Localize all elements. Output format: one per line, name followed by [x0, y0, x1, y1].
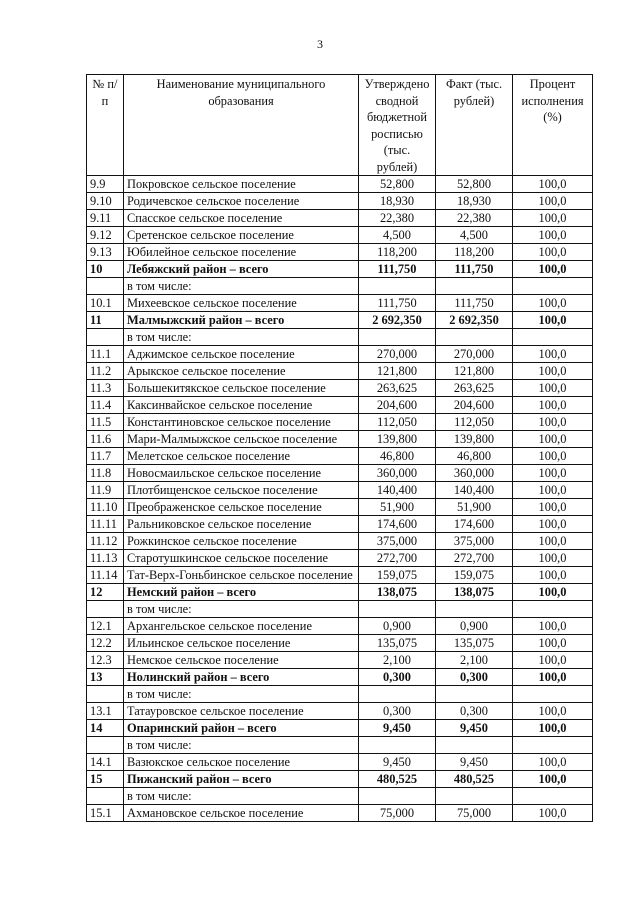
row-fact: 174,600: [436, 516, 513, 533]
row-percent: 100,0: [513, 227, 593, 244]
row-name: Новосмаильское сельское поселение: [124, 465, 359, 482]
row-number: 15.1: [87, 805, 124, 822]
table-row: [87, 363, 593, 380]
table-row: [87, 431, 593, 448]
row-percent: 100,0: [513, 703, 593, 720]
row-fact: 480,525: [436, 771, 513, 788]
table-row-total: [87, 312, 593, 329]
row-fact: 135,075: [436, 635, 513, 652]
row-percent: 100,0: [513, 448, 593, 465]
table-row: [87, 346, 593, 363]
row-percent: 100,0: [513, 244, 593, 261]
row-name: Старотушкинское сельское поселение: [124, 550, 359, 567]
row-number: 14: [87, 720, 124, 737]
row-percent: 100,0: [513, 771, 593, 788]
row-percent: [513, 788, 593, 805]
row-number: [87, 601, 124, 618]
row-number: [87, 278, 124, 295]
row-name: в том числе:: [124, 278, 359, 295]
row-name: Немское сельское поселение: [124, 652, 359, 669]
table-header-row: [87, 75, 593, 176]
row-fact: [436, 329, 513, 346]
header-name: Наименование муниципального образования: [124, 75, 359, 176]
row-name: Опаринский район – всего: [124, 720, 359, 737]
row-fact: 2,100: [436, 652, 513, 669]
table-row: [87, 567, 593, 584]
row-number: 9.11: [87, 210, 124, 227]
row-fact: 360,000: [436, 465, 513, 482]
row-name: Арыкское сельское поселение: [124, 363, 359, 380]
row-approved: 2 692,350: [359, 312, 436, 329]
row-fact: 46,800: [436, 448, 513, 465]
row-approved: 51,900: [359, 499, 436, 516]
row-percent: [513, 329, 593, 346]
row-approved: [359, 737, 436, 754]
row-approved: 272,700: [359, 550, 436, 567]
table-row: [87, 805, 593, 822]
row-name: Михеевское сельское поселение: [124, 295, 359, 312]
table-row: [87, 601, 593, 618]
row-percent: 100,0: [513, 550, 593, 567]
table-row: [87, 533, 593, 550]
row-number: 10: [87, 261, 124, 278]
row-approved: 22,380: [359, 210, 436, 227]
row-number: 11.2: [87, 363, 124, 380]
table-row-total: [87, 669, 593, 686]
row-approved: 4,500: [359, 227, 436, 244]
row-name: Юбилейное сельское поселение: [124, 244, 359, 261]
page-number: 3: [317, 37, 323, 51]
row-percent: 100,0: [513, 482, 593, 499]
row-fact: 9,450: [436, 754, 513, 771]
row-name: Пижанский район – всего: [124, 771, 359, 788]
row-fact: [436, 278, 513, 295]
row-percent: [513, 686, 593, 703]
table-row: [87, 278, 593, 295]
row-number: 11.10: [87, 499, 124, 516]
row-number: 11.7: [87, 448, 124, 465]
row-fact: [436, 601, 513, 618]
row-number: [87, 788, 124, 805]
row-name: Мари-Малмыжское сельское поселение: [124, 431, 359, 448]
row-number: 11.13: [87, 550, 124, 567]
row-percent: 100,0: [513, 465, 593, 482]
row-percent: 100,0: [513, 805, 593, 822]
row-name: Большекитякское сельское поселение: [124, 380, 359, 397]
row-name: Вазюкское сельское поселение: [124, 754, 359, 771]
row-fact: 0,900: [436, 618, 513, 635]
row-number: 11.4: [87, 397, 124, 414]
row-percent: 100,0: [513, 380, 593, 397]
row-percent: [513, 601, 593, 618]
row-percent: 100,0: [513, 363, 593, 380]
row-approved: 118,200: [359, 244, 436, 261]
row-number: 11.8: [87, 465, 124, 482]
row-percent: 100,0: [513, 397, 593, 414]
row-fact: 138,075: [436, 584, 513, 601]
row-name: Покровское сельское поселение: [124, 176, 359, 193]
row-number: 9.13: [87, 244, 124, 261]
row-name: Мелетское сельское поселение: [124, 448, 359, 465]
row-name: Ральниковское сельское поселение: [124, 516, 359, 533]
row-number: 13: [87, 669, 124, 686]
row-fact: 159,075: [436, 567, 513, 584]
row-approved: 360,000: [359, 465, 436, 482]
table-row: [87, 550, 593, 567]
row-approved: [359, 278, 436, 295]
table-row: [87, 176, 593, 193]
row-approved: 9,450: [359, 720, 436, 737]
table-row: [87, 448, 593, 465]
row-fact: 121,800: [436, 363, 513, 380]
table-row: [87, 210, 593, 227]
row-number: [87, 329, 124, 346]
row-number: 12.3: [87, 652, 124, 669]
row-number: 11.5: [87, 414, 124, 431]
row-name: Архангельское сельское поселение: [124, 618, 359, 635]
row-name: Малмыжский район – всего: [124, 312, 359, 329]
table-row: [87, 329, 593, 346]
row-fact: 111,750: [436, 261, 513, 278]
row-name: Преображенское сельское поселение: [124, 499, 359, 516]
row-name: Константиновское сельское поселение: [124, 414, 359, 431]
row-approved: 263,625: [359, 380, 436, 397]
table-row-total: [87, 720, 593, 737]
row-percent: 100,0: [513, 210, 593, 227]
row-fact: 18,930: [436, 193, 513, 210]
row-fact: 375,000: [436, 533, 513, 550]
row-approved: 9,450: [359, 754, 436, 771]
row-fact: 270,000: [436, 346, 513, 363]
table-row: [87, 193, 593, 210]
row-number: 12.1: [87, 618, 124, 635]
row-approved: 2,100: [359, 652, 436, 669]
table-row: [87, 788, 593, 805]
row-percent: 100,0: [513, 176, 593, 193]
table-row: [87, 652, 593, 669]
row-approved: 52,800: [359, 176, 436, 193]
row-approved: [359, 329, 436, 346]
row-percent: 100,0: [513, 720, 593, 737]
row-percent: 100,0: [513, 499, 593, 516]
table-row: [87, 686, 593, 703]
row-approved: 480,525: [359, 771, 436, 788]
header-approved: Утверждено сводной бюджетной росписью (тыс. рублей): [359, 75, 436, 176]
row-fact: 52,800: [436, 176, 513, 193]
row-approved: 204,600: [359, 397, 436, 414]
row-fact: 9,450: [436, 720, 513, 737]
row-approved: 46,800: [359, 448, 436, 465]
table-row: [87, 227, 593, 244]
row-number: 9.12: [87, 227, 124, 244]
row-name: Нолинский район – всего: [124, 669, 359, 686]
row-approved: 375,000: [359, 533, 436, 550]
row-percent: 100,0: [513, 618, 593, 635]
row-number: [87, 686, 124, 703]
row-number: 12: [87, 584, 124, 601]
table-row: [87, 397, 593, 414]
row-approved: 135,075: [359, 635, 436, 652]
table-row-total: [87, 261, 593, 278]
row-percent: 100,0: [513, 431, 593, 448]
row-fact: 22,380: [436, 210, 513, 227]
row-approved: 139,800: [359, 431, 436, 448]
row-number: [87, 737, 124, 754]
table-row: [87, 414, 593, 431]
row-name: Родичевское сельское поселение: [124, 193, 359, 210]
row-name: Сретенское сельское поселение: [124, 227, 359, 244]
row-number: 14.1: [87, 754, 124, 771]
row-percent: 100,0: [513, 414, 593, 431]
row-name: Татауровское сельское поселение: [124, 703, 359, 720]
row-number: 10.1: [87, 295, 124, 312]
row-name: Немский район – всего: [124, 584, 359, 601]
row-approved: 270,000: [359, 346, 436, 363]
row-fact: 112,050: [436, 414, 513, 431]
table-row-total: [87, 584, 593, 601]
row-approved: 0,300: [359, 669, 436, 686]
row-name: Рожкинское сельское поселение: [124, 533, 359, 550]
row-percent: 100,0: [513, 754, 593, 771]
table-row-total: [87, 771, 593, 788]
row-name: в том числе:: [124, 329, 359, 346]
row-approved: 0,300: [359, 703, 436, 720]
row-approved: 140,400: [359, 482, 436, 499]
row-percent: 100,0: [513, 312, 593, 329]
header-num: № п/п: [87, 75, 124, 176]
row-fact: 139,800: [436, 431, 513, 448]
row-name: Каксинвайское сельское поселение: [124, 397, 359, 414]
row-fact: 140,400: [436, 482, 513, 499]
row-approved: [359, 686, 436, 703]
row-percent: 100,0: [513, 516, 593, 533]
row-percent: 100,0: [513, 533, 593, 550]
row-fact: 263,625: [436, 380, 513, 397]
row-number: 11: [87, 312, 124, 329]
row-number: 11.12: [87, 533, 124, 550]
budget-table: [86, 74, 593, 822]
row-approved: [359, 601, 436, 618]
table-row: [87, 482, 593, 499]
table-row: [87, 618, 593, 635]
row-fact: 51,900: [436, 499, 513, 516]
row-fact: 272,700: [436, 550, 513, 567]
row-name: в том числе:: [124, 686, 359, 703]
table-row: [87, 499, 593, 516]
table-row: [87, 465, 593, 482]
row-approved: 18,930: [359, 193, 436, 210]
table-row: [87, 380, 593, 397]
row-approved: 111,750: [359, 261, 436, 278]
row-fact: [436, 737, 513, 754]
row-fact: 204,600: [436, 397, 513, 414]
row-fact: 118,200: [436, 244, 513, 261]
row-percent: 100,0: [513, 652, 593, 669]
row-percent: 100,0: [513, 669, 593, 686]
row-number: 12.2: [87, 635, 124, 652]
row-number: 11.14: [87, 567, 124, 584]
row-percent: 100,0: [513, 635, 593, 652]
row-percent: 100,0: [513, 567, 593, 584]
table-row: [87, 295, 593, 312]
row-name: Ахмановское сельское поселение: [124, 805, 359, 822]
row-number: 11.6: [87, 431, 124, 448]
row-name: Спасское сельское поселение: [124, 210, 359, 227]
row-fact: 2 692,350: [436, 312, 513, 329]
row-name: Плотбищенское сельское поселение: [124, 482, 359, 499]
row-name: в том числе:: [124, 788, 359, 805]
table-body: [87, 176, 593, 822]
row-fact: 0,300: [436, 703, 513, 720]
row-name: Тат-Верх-Гоньбинское сельское поселение: [124, 567, 359, 584]
row-number: 11.1: [87, 346, 124, 363]
table-row: [87, 754, 593, 771]
row-name: в том числе:: [124, 737, 359, 754]
row-number: 13.1: [87, 703, 124, 720]
row-fact: 111,750: [436, 295, 513, 312]
row-percent: 100,0: [513, 584, 593, 601]
table-row: [87, 244, 593, 261]
row-number: 11.9: [87, 482, 124, 499]
row-name: в том числе:: [124, 601, 359, 618]
row-approved: 121,800: [359, 363, 436, 380]
header-percent: Процент исполнения (%): [513, 75, 593, 176]
row-approved: [359, 788, 436, 805]
row-name: Аджимское сельское поселение: [124, 346, 359, 363]
row-percent: [513, 737, 593, 754]
row-name: Лебяжский район – всего: [124, 261, 359, 278]
row-approved: 112,050: [359, 414, 436, 431]
table-row: [87, 703, 593, 720]
row-approved: 111,750: [359, 295, 436, 312]
row-name: Ильинское сельское поселение: [124, 635, 359, 652]
row-percent: 100,0: [513, 261, 593, 278]
row-number: 11.11: [87, 516, 124, 533]
row-percent: 100,0: [513, 346, 593, 363]
row-fact: [436, 788, 513, 805]
table-row: [87, 635, 593, 652]
row-approved: 138,075: [359, 584, 436, 601]
row-approved: 75,000: [359, 805, 436, 822]
row-approved: 174,600: [359, 516, 436, 533]
row-approved: 159,075: [359, 567, 436, 584]
row-fact: [436, 686, 513, 703]
row-fact: 75,000: [436, 805, 513, 822]
row-fact: 0,300: [436, 669, 513, 686]
row-percent: [513, 278, 593, 295]
table-row: [87, 516, 593, 533]
table-row: [87, 737, 593, 754]
row-approved: 0,900: [359, 618, 436, 635]
row-fact: 4,500: [436, 227, 513, 244]
row-number: 15: [87, 771, 124, 788]
row-number: 9.10: [87, 193, 124, 210]
header-fact: Факт (тыс. рублей): [436, 75, 513, 176]
row-percent: 100,0: [513, 193, 593, 210]
row-percent: 100,0: [513, 295, 593, 312]
row-number: 11.3: [87, 380, 124, 397]
row-number: 9.9: [87, 176, 124, 193]
